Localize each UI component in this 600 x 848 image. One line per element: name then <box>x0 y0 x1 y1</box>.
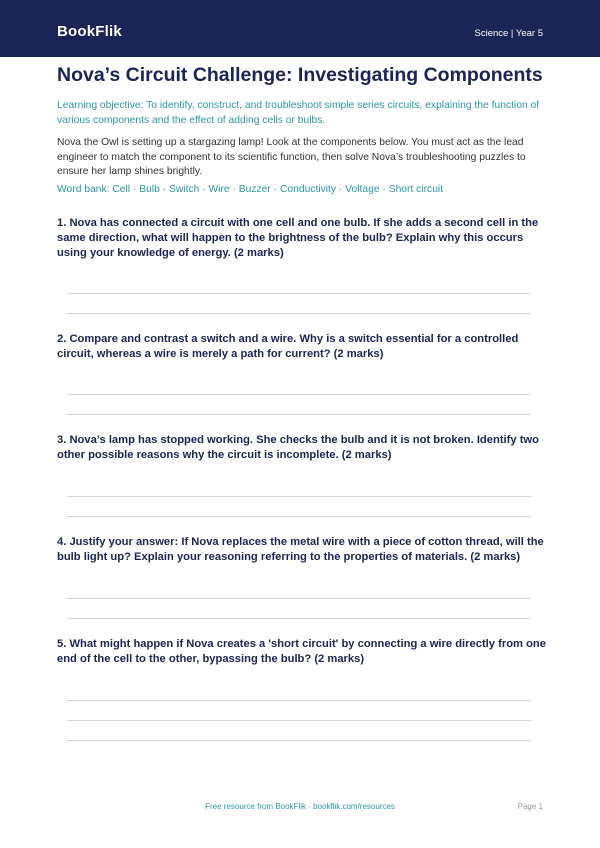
answer-line[interactable] <box>67 720 531 721</box>
answer-line[interactable] <box>67 700 531 701</box>
answer-line[interactable] <box>67 496 531 497</box>
word-bank: Word bank: Cell · Bulb · Switch · Wire · Buzzer · Conductivity · Voltage · Short circuit <box>57 184 444 195</box>
answer-line[interactable] <box>67 414 531 415</box>
answer-line[interactable] <box>67 618 531 619</box>
page-title: Nova’s Circuit Challenge: Investigating Components <box>57 64 543 86</box>
answer-line[interactable] <box>67 293 531 294</box>
question-3: 3. Nova’s lamp has stopped working. She checks the bulb and it is not broken. Identify two other possible reasons why the circuit is incomplete. (2 marks) <box>57 434 539 461</box>
question-2: 2. Compare and contrast a switch and a wire. Why is a switch essential for a controlled circuit, whereas a wire is merely a path for current? (2 marks) <box>57 333 519 360</box>
page-number: Page 1 <box>517 802 543 811</box>
learning-objective: Learning objective: To identify, construct, and troubleshoot simple series circuits, explaining the function of various components and the effect of adding cells or bulbs. <box>57 100 540 126</box>
question-5: 5. What might happen if Nova creates a 'short circuit' by connecting a wire directly from one end of the cell to the other, bypassing the bulb? (2 marks) <box>57 638 546 665</box>
footer-credit: Free resource from BookFlik · bookflik.com/resources <box>205 802 395 811</box>
answer-line[interactable] <box>67 516 531 517</box>
answer-line[interactable] <box>67 598 531 599</box>
subject-year-label: Science | Year 5 <box>474 28 543 39</box>
brand-logo: BookFlik <box>57 23 122 40</box>
answer-line[interactable] <box>67 313 531 314</box>
question-1: 1. Nova has connected a circuit with one cell and one bulb. If she adds a second cell in the same direction, what will happen to the brightness of the bulb? Explain why this occurs using your knowledge of energy. (2 marks) <box>57 217 539 259</box>
question-4: 4. Justify your answer: If Nova replaces the metal wire with a piece of cotton thread, will the bulb light up? Explain your reasoning referring to the properties of materials. (2 marks) <box>57 536 544 563</box>
answer-line[interactable] <box>67 394 531 395</box>
header-bar <box>0 0 600 57</box>
intro-text: Nova the Owl is setting up a stargazing lamp! Look at the components below. You must act as the lead engineer to match the component to its scientific function, then solve Nova’s troubleshooting puzzles to ensure her lamp shines brightly. <box>57 137 526 177</box>
answer-line[interactable] <box>67 740 531 741</box>
